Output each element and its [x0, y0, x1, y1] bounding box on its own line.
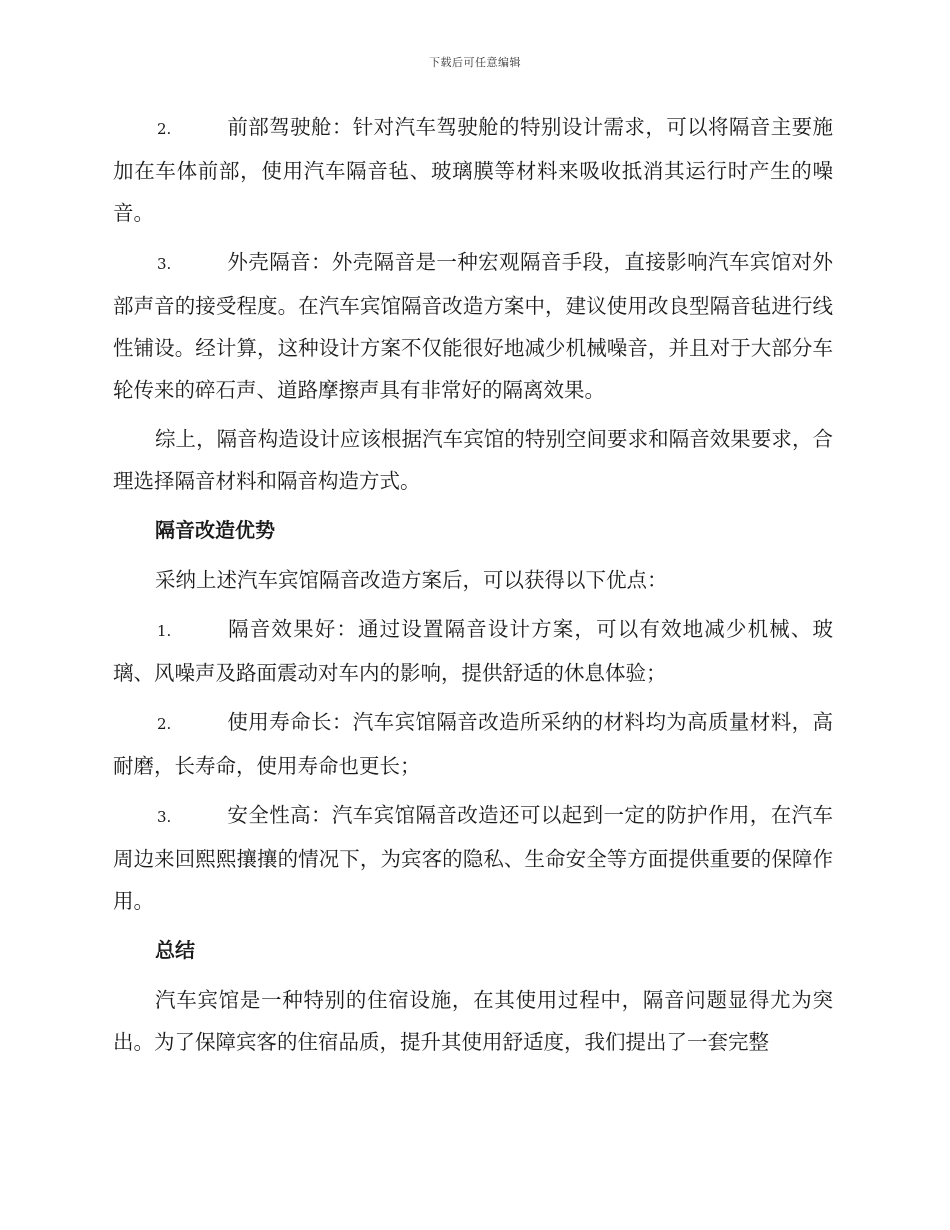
- list-item: [113, 794, 833, 922]
- list-item-text: 前部驾驶舱：针对汽车驾驶舱的特别设计需求，可以将隔音主要施加在车体前部，使用汽车隔音毡、玻璃膜等材料来吸收抵消其运行时产生的噪音。: [113, 115, 833, 225]
- list-number: 3.: [157, 808, 172, 826]
- list-item-text: 外壳隔音：外壳隔音是一种宏观隔音手段，直接影响汽车宾馆对外部声音的接受程度。在汽车宾馆隔音改造方案中，建议使用改良型隔音毡进行线性铺设。经计算，这种设计方案不仅能很好地减少机械噪音，并且对于大部分车轮传来的碎石声、道路摩擦声具有非常好的隔离效果。: [113, 250, 833, 402]
- list-number: 2.: [157, 120, 172, 138]
- list-number: 2.: [157, 715, 172, 733]
- list-item-text: 安全性高：汽车宾馆隔音改造还可以起到一定的防护作用，在汽车周边来回熙熙攘攘的情况下，为宾客的隐私、生命安全等方面提供重要的保障作用。: [113, 803, 833, 913]
- paragraph: 综上，隔音构造设计应该根据汽车宾馆的特别空间要求和隔音效果要求，合理选择隔音材料和隔音构造方式。: [113, 427, 833, 493]
- list-item: [113, 701, 833, 787]
- list-number: 3.: [157, 255, 172, 273]
- document-body: [113, 106, 833, 1070]
- page-header: 下载后可任意编辑: [429, 56, 521, 69]
- list-item-text: 隔音效果好：通过设置隔音设计方案，可以有效地减少机械、玻璃、风噪声及路面震动对车内的影响，提供舒适的休息体验；: [113, 617, 833, 685]
- list-item: [113, 241, 833, 411]
- paragraph: 采纳上述汽车宾馆隔音改造方案后，可以获得以下优点：: [155, 568, 668, 592]
- list-number: 1.: [157, 622, 172, 640]
- list-item: [113, 608, 833, 694]
- section-heading: 隔音改造优势: [155, 518, 275, 542]
- list-item: [113, 106, 833, 234]
- list-item-text: 使用寿命长：汽车宾馆隔音改造所采纳的材料均为高质量材料，高耐磨，长寿命，使用寿命也更长；: [113, 710, 833, 778]
- section-heading: 总结: [155, 938, 195, 962]
- paragraph: 汽车宾馆是一种特别的住宿设施，在其使用过程中，隔音问题显得尤为突出。为了保障宾客的住宿品质，提升其使用舒适度，我们提出了一套完整: [113, 988, 833, 1054]
